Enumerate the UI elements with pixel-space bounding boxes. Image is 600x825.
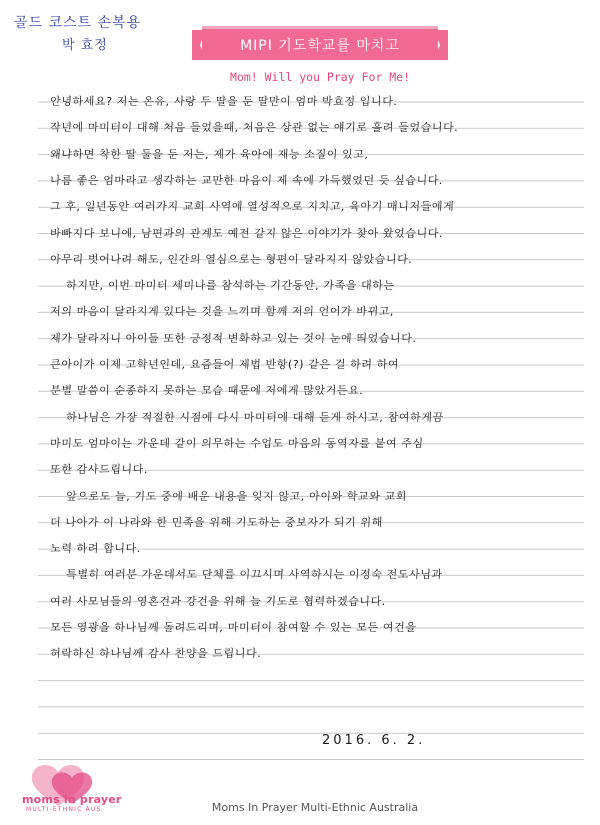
letter-line: 모든 영광을 하나님께 돌려드리며, 마미터이 참여할 수 있는 모든 여건을	[49, 621, 417, 634]
author-location: 골드 코스트 손복용	[14, 15, 142, 31]
letter-line: 앞으로도 늘, 기도 중에 배운 내용을 잊지 않고, 아이와 학교와 교회	[65, 489, 408, 503]
letter-line: 또한 감사드립니다.	[49, 463, 149, 477]
banner-body	[202, 26, 438, 60]
title-banner	[192, 26, 448, 64]
letter-line: 제가 달라지니 아이들 또한 긍정적 변화하고 있는 것이 눈에 띄었습니다.	[49, 331, 417, 345]
logo-name: moms in prayer	[22, 793, 122, 806]
letter-line: 그 후, 일년동안 여러가지 교회 사역에 열성적으로 지치고, 육아기 매니저들에게	[49, 200, 455, 214]
letter-line: 하나님은 가장 적절한 시점에 다시 마미터에 대해 듣게 하시고, 참여하게끔	[65, 410, 445, 424]
letter-line: 더 나아가 이 나라와 한 민족을 위해 기도하는 중보자가 되기 위해	[49, 515, 384, 529]
letter-line: 안녕하세요? 저는 온유, 사랑 두 딸을 둔 딸만이 엄마 박효정 입니다.	[49, 95, 398, 108]
author-name: 박 효정	[62, 38, 108, 53]
subtitle: Mom! Will you Pray For Me!	[229, 70, 410, 84]
logo-subtitle: MULTI-ETHNIC AUS	[26, 806, 102, 813]
letter-line: 작년에 마미터이 대해 처음 들었을때, 처음은 상관 없는 얘기로 흘려 들었습니다.	[49, 121, 459, 135]
footer-organization: Moms In Prayer Multi-Ethnic Australia	[211, 801, 419, 814]
letter-line: 노력 하려 합니다.	[49, 542, 142, 556]
letter-line: 왜냐하면 착한 딸 둘을 둔 저는, 제가 육아에 재능 소질이 있고,	[49, 147, 369, 161]
letter-line: 마미도 엄마이는 가운데 같이 의무하는 수업도 마음의 동역자를 붙여 주심	[49, 436, 425, 450]
letter-line: 허락하신 하나님께 감사 찬양을 드립니다.	[49, 647, 262, 661]
letter-line: 저의 마음이 달라지게 있다는 것을 느끼며 함께 저의 언어가 바뀌고,	[49, 305, 395, 319]
banner-highlight	[202, 26, 438, 29]
letter-line: 아무리 벗어나려 해도, 인간의 열심으로는 형편이 달라지지 않았습니다.	[49, 252, 413, 266]
letter-line: 하지만, 이번 마미터 세미나를 참석하는 기간동안, 가족을 대하는	[65, 279, 396, 293]
letter-line: 분별 말씀이 순종하지 못하는 모습 때문에 저에게 많았거든요.	[49, 384, 364, 398]
banner-title: MIPI 기도학교를 마치고	[240, 38, 400, 54]
letter-line: 바빠지다 보니에, 남편과의 관계도 예전 같지 않은 이야기가 찾아 왔었습니다.	[49, 226, 444, 240]
letter-date: 2016. 6. 2.	[322, 733, 426, 748]
letter-line: 나름 좋은 엄마라고 생각하는 교만한 마음이 제 속에 가득했었던 듯 싶습니다.	[49, 173, 444, 187]
letter-line: 특별히 여러분 가운데서도 단체를 이끄시며 사역하시는 이정숙 전도사님과	[65, 568, 444, 582]
letter-line: 여러 사모님들의 영혼건과 강건을 위해 늘 기도로 협력하겠습니다.	[49, 594, 387, 608]
letter-line: 큰아이가 이제 고학년인데, 요즘들어 제법 반항(?) 같은 걸 하려 하여	[49, 358, 400, 371]
